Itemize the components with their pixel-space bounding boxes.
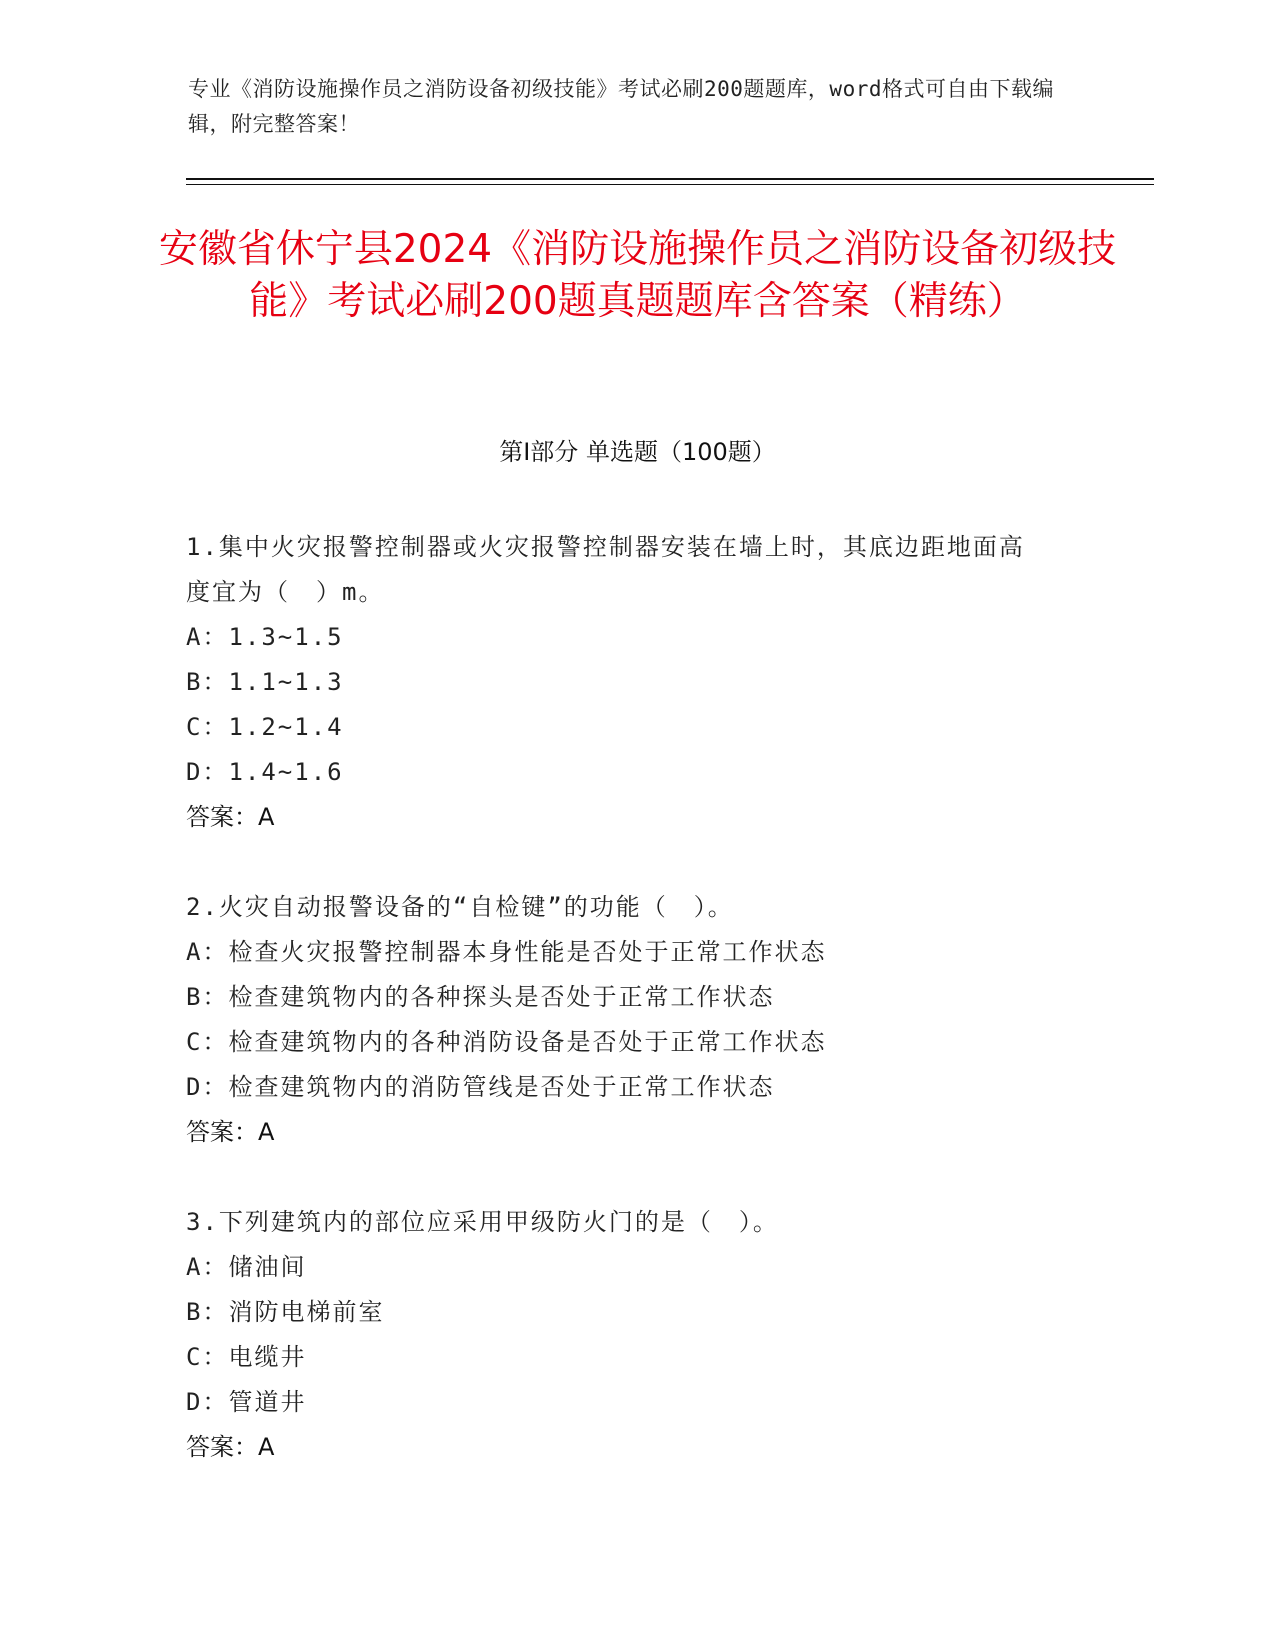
question-list (186, 525, 1086, 1515)
answer: 答案：A (186, 803, 275, 831)
option-b: B：检查建筑物内的各种探头是否处于正常工作状态 (186, 983, 775, 1011)
question-stem: 3.下列建筑内的部位应采用甲级防火门的是（ ）。 (186, 1208, 779, 1236)
question-3 (186, 1200, 1086, 1470)
question-stem: 1.集中火灾报警控制器或火灾报警控制器安装在墙上时，其底边距地面高度宜为（ ）m。 (186, 533, 1025, 606)
option-a: A：储油间 (186, 1253, 307, 1281)
option-d: D：管道井 (186, 1388, 307, 1416)
header-note: 专业《消防设施操作员之消防设备初级技能》考试必刷200题题库，word格式可自由下载编辑，附完整答案！ (188, 77, 1054, 136)
header-rule-thick (186, 178, 1154, 180)
option-d: D：检查建筑物内的消防管线是否处于正常工作状态 (186, 1073, 775, 1101)
option-c: C：检查建筑物内的各种消防设备是否处于正常工作状态 (186, 1028, 827, 1056)
option-b: B：消防电梯前室 (186, 1298, 385, 1326)
question-1 (186, 525, 1086, 840)
option-b: B：1.1~1.3 (186, 668, 344, 696)
option-a: A：1.3~1.5 (186, 623, 344, 651)
option-d: D：1.4~1.6 (186, 758, 344, 786)
answer: 答案：A (186, 1118, 275, 1146)
document-title: 安徽省休宁县2024《消防设施操作员之消防设备初级技能》考试必刷200题真题题库含答案（精练） (158, 227, 1117, 324)
header-rule-thin (186, 184, 1154, 185)
option-a: A：检查火灾报警控制器本身性能是否处于正常工作状态 (186, 938, 827, 966)
option-c: C：1.2~1.4 (186, 713, 344, 741)
section-heading: 第Ⅰ部分 单选题（100题） (499, 438, 776, 466)
question-stem: 2.火灾自动报警设备的“自检键”的功能（ ）。 (186, 893, 734, 921)
answer: 答案：A (186, 1433, 275, 1461)
option-c: C：电缆井 (186, 1343, 307, 1371)
question-2 (186, 885, 1086, 1155)
